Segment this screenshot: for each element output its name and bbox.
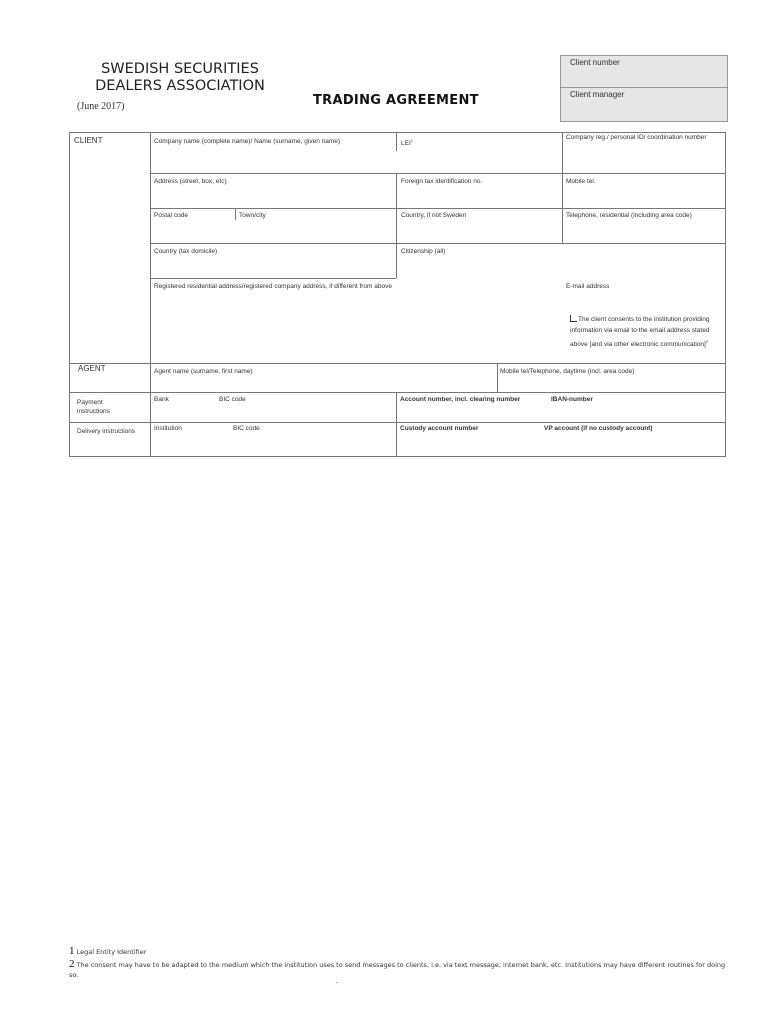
institution-field[interactable]: Institution: [154, 425, 182, 432]
client-number-field[interactable]: [561, 56, 727, 88]
footnote-2: [69, 959, 726, 980]
row-divider: [150, 208, 726, 209]
trading-agreement-form: [69, 132, 726, 457]
consent-checkbox-row[interactable]: [570, 314, 720, 350]
agent-section-label: AGENT: [78, 364, 106, 373]
postal-code-field[interactable]: Postal code: [154, 212, 188, 219]
client-section-label: CLIENT: [74, 136, 103, 145]
column-divider: [235, 208, 236, 220]
row-divider: [150, 173, 726, 174]
column-divider: [150, 133, 151, 457]
agent-name-field[interactable]: Agent name (surname, first name): [154, 368, 253, 375]
page-title: TRADING AGREEMENT: [313, 93, 479, 108]
column-divider: [396, 392, 397, 457]
custody-account-field[interactable]: Custody account number: [400, 425, 479, 432]
bank-field[interactable]: Bank: [154, 396, 169, 403]
lei-field[interactable]: [401, 138, 413, 147]
address-field[interactable]: Address (street, box, etc): [154, 178, 227, 185]
column-divider: [562, 133, 563, 173]
client-manager-label: Client manager: [570, 90, 625, 99]
iban-field[interactable]: IBAN-number: [551, 396, 593, 403]
payment-section-label: Payment instructions: [77, 399, 110, 415]
town-field[interactable]: Town/city: [239, 212, 266, 219]
bic-code-delivery-field[interactable]: BIC code: [233, 425, 260, 432]
lei-label: LEI: [401, 140, 411, 148]
footnote-1-number: 1: [69, 945, 75, 957]
lei-footnote-ref: 1: [410, 138, 413, 143]
row-divider: [150, 243, 726, 244]
client-number-label: Client number: [570, 58, 620, 67]
row-divider: [150, 278, 396, 279]
client-manager-field[interactable]: [561, 88, 727, 120]
client-info-box: [560, 55, 728, 122]
column-divider: [396, 173, 397, 278]
consent-text: The client consents to the institution providing information via email to the email address stated above [and via other electronic communication]: [570, 316, 710, 349]
document-date: (June 2017): [77, 101, 125, 112]
association-line-1: SWEDISH SECURITIES: [101, 61, 259, 77]
citizenship-field[interactable]: Citizenship (all): [401, 248, 446, 255]
mobile-field[interactable]: Mobile tel.: [566, 178, 596, 185]
footnote-2-text: The consent may have to be adapted to the medium which the institution uses to send messages to clients, i.e. via text message, internet bank, etc. Institutions may have different routines for doing so.: [69, 961, 726, 979]
country-field[interactable]: Country, if not Sweden: [401, 212, 467, 219]
footnote-2-number: 2: [69, 958, 75, 970]
company-reg-field[interactable]: Company reg./ personal ID/ coordination number: [566, 134, 707, 141]
footnote-1-text: Legal Entity Identifier: [76, 948, 147, 956]
column-divider: [562, 173, 563, 243]
footnote-1: [69, 945, 146, 957]
registered-address-field[interactable]: Registered residential address/registered company address, if different from above: [154, 283, 392, 290]
association-line-2: DEALERS ASSOCIATION: [95, 78, 265, 94]
consent-footnote-ref: 2: [705, 339, 709, 344]
vp-account-field[interactable]: VP account (if no custody account): [544, 425, 653, 432]
country-tax-field[interactable]: Country (tax domicile): [154, 248, 218, 255]
page-marker: -: [336, 980, 339, 987]
email-field[interactable]: E-mail address: [566, 283, 610, 290]
telephone-field[interactable]: Telephone, residential (including area code): [566, 212, 692, 219]
row-divider: [70, 422, 726, 423]
agent-mobile-field[interactable]: Mobile tel/Telephone, daytime (incl. area code): [500, 368, 635, 375]
delivery-section-label: Delivery instructions: [77, 428, 136, 435]
account-number-field[interactable]: Account number, incl. clearing number: [400, 396, 521, 403]
column-divider: [396, 133, 397, 151]
foreign-tax-field[interactable]: Foreign tax identification no.: [401, 178, 483, 185]
association-name: [70, 61, 290, 95]
row-divider: [70, 392, 726, 393]
bic-code-field[interactable]: BIC code: [219, 396, 246, 403]
column-divider: [497, 363, 498, 392]
company-name-field[interactable]: Company name (complete name)/ Name (surname, given name): [154, 138, 341, 145]
consent-checkbox[interactable]: [570, 315, 577, 322]
row-divider: [70, 363, 726, 364]
